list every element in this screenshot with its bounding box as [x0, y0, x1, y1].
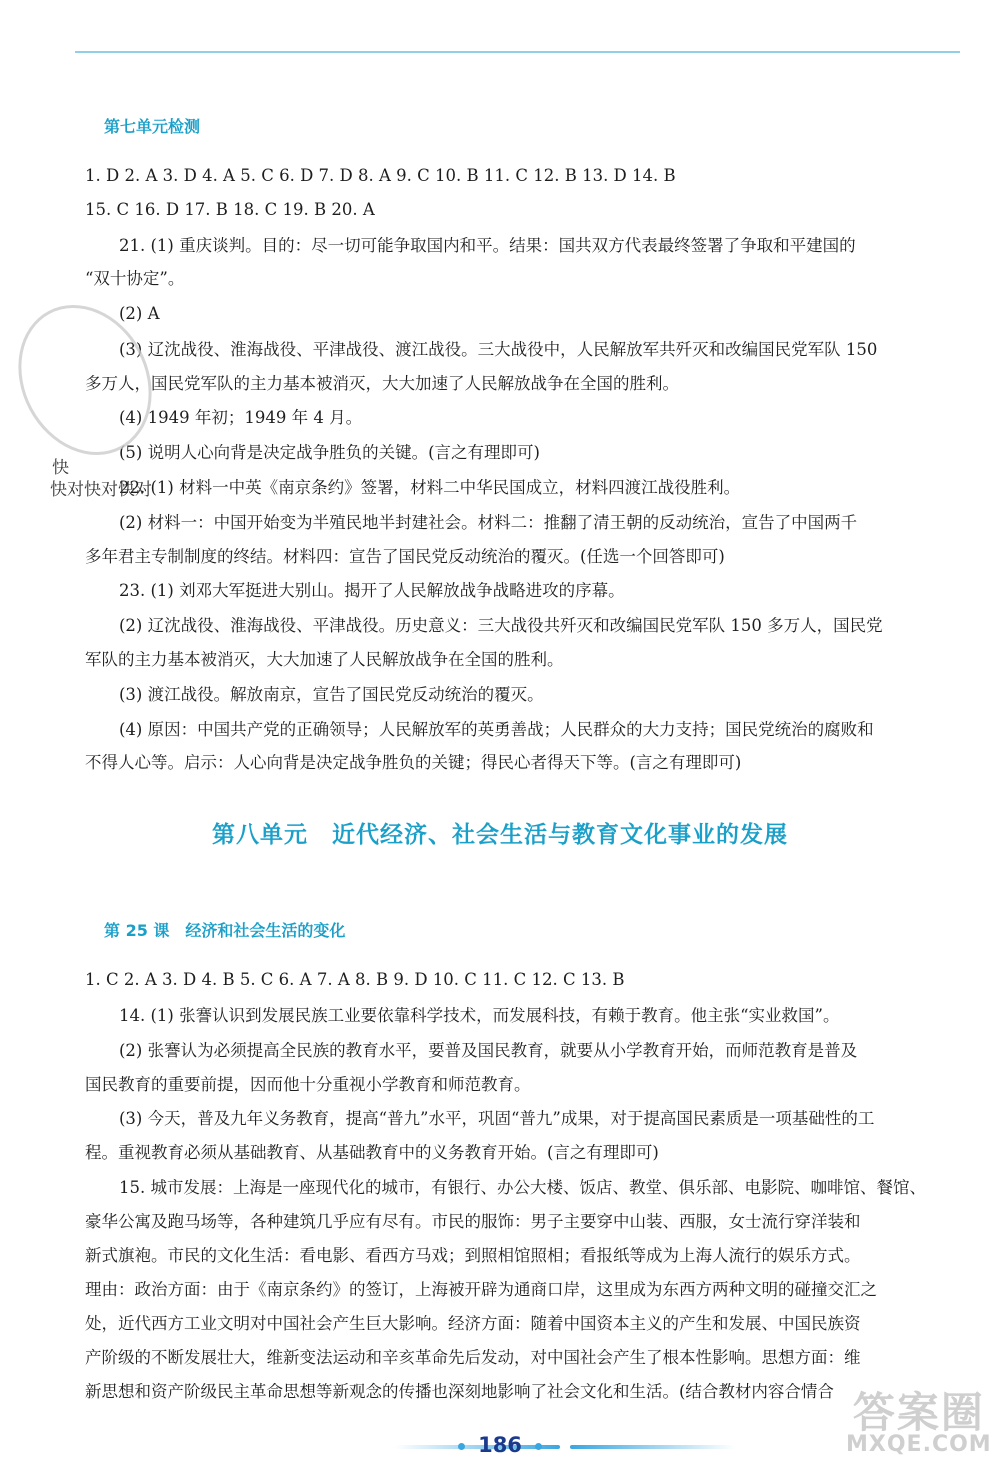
answer-line: (5) 说明人心向背是决定战争胜负的关键。(言之有理即可) — [119, 443, 540, 462]
answer-line: 21. (1) 重庆谈判。目的：尽一切可能争取国内和平。结果：国共双方代表最终签署了争取和平建国的 — [119, 236, 856, 255]
answer-line: 新式旗袍。市民的文化生活：看电影、看西方马戏；到照相馆照相；看报纸等成为上海人流行的娱乐方式。 — [85, 1246, 861, 1265]
watermark-logo — [846, 1388, 992, 1457]
answer-line: “双十协定”。 — [85, 269, 185, 288]
answer-line: 不得人心等。启示：人心向背是决定战争胜负的关键；得民心者得天下等。(言之有理即可) — [85, 753, 742, 772]
top-rule — [75, 51, 960, 53]
answer-line: (2) 材料一：中国开始变为半殖民地半封建社会。材料二：推翻了清王朝的反动统治，宣告了中国两千 — [119, 513, 858, 532]
answer-line: (2) 张謇认为必须提高全民族的教育水平，要普及国民教育，就要从小学教育开始，而师范教育是普及 — [119, 1041, 858, 1060]
answer-line: 23. (1) 刘邓大军挺进大别山。揭开了人民解放战争战略进攻的序幕。 — [119, 581, 625, 600]
watermark-sub: MXQE.COM — [846, 1432, 992, 1457]
lesson-heading: 第 25 课 经济和社会生活的变化 — [104, 921, 346, 940]
answer-line: 22. (1) 材料一中英《南京条约》签署，材料二中华民国成立，材料四渡江战役胜利。 — [119, 478, 741, 497]
watermark-main: 答案圈 — [852, 1388, 985, 1437]
stamp-text: 快 — [52, 458, 69, 478]
answer-line: 新思想和资产阶级民主革命思想等新观念的传播也深刻地影响了社会文化和生活。(结合教材内容合情合 — [85, 1382, 834, 1401]
answer-line: (4) 1949 年初；1949 年 4 月。 — [119, 408, 363, 427]
answer-line: 产阶级的不断发展壮大，维新变法运动和辛亥革命先后发动，对中国社会产生了根本性影响。思想方面：维 — [85, 1348, 861, 1367]
answer-line: 15. C 16. D 17. B 18. C 19. B 20. A — [85, 200, 375, 219]
answer-line: 理由：政治方面：由于《南京条约》的签订，上海被开辟为通商口岸，这里成为东西方两种文明的碰撞交汇之 — [85, 1280, 877, 1299]
footer-dot — [535, 1443, 542, 1450]
answer-line: (2) 辽沈战役、淮海战役、平津战役。历史意义：三大战役共歼灭和改编国民党军队 150 多万人，国民党 — [119, 616, 883, 635]
answer-line: 处，近代西方工业文明对中国社会产生巨大影响。经济方面：随着中国资本主义的产生和发展、中国民族资 — [85, 1314, 861, 1333]
answer-line: (3) 渡江战役。解放南京，宣告了国民党反动统治的覆灭。 — [119, 685, 544, 704]
answer-line: 14. (1) 张謇认识到发展民族工业要依靠科学技术，而发展科技，有赖于教育。他主张“实业救国”。 — [119, 1006, 840, 1025]
answer-line: 1. D 2. A 3. D 4. A 5. C 6. D 7. D 8. A 9. C 10. B 11. C 12. B 13. D 14. B — [85, 166, 676, 185]
answer-line: (4) 原因：中国共产党的正确领导；人民解放军的英勇善战；人民群众的大力支持；国民党统治的腐败和 — [119, 720, 874, 739]
unit7-heading: 第七单元检测 — [104, 117, 201, 136]
answer-line: 15. 城市发展：上海是一座现代化的城市，有银行、办公大楼、饭店、教堂、俱乐部、电影院、咖啡馆、餐馆、 — [119, 1178, 926, 1197]
stamp-text: 快对快对快对 — [50, 480, 152, 500]
answer-line: (2) A — [119, 304, 160, 323]
answer-line: 军队的主力基本被消灭，大大加速了人民解放战争在全国的胜利。 — [85, 650, 564, 669]
answer-line: (3) 辽沈战役、淮海战役、平津战役、渡江战役。三大战役中，人民解放军共歼灭和改编国民党军队 150 — [119, 340, 878, 359]
page-number: 186 — [478, 1433, 522, 1457]
answer-line: 多万人，国民党军队的主力基本被消灭，大大加速了人民解放战争在全国的胜利。 — [85, 374, 679, 393]
answer-line: 豪华公寓及跑马场等，各种建筑几乎应有尽有。市民的服饰：男子主要穿中山装、西服，女士流行穿洋装和 — [85, 1212, 861, 1231]
footer-dot — [458, 1443, 465, 1450]
unit8-title: 第八单元 近代经济、社会生活与教育文化事业的发展 — [212, 822, 788, 848]
answer-line: 程。重视教育必须从基础教育、从基础教育中的义务教育开始。(言之有理即可) — [85, 1143, 659, 1162]
answer-line: 多年君主专制制度的终结。材料四：宣告了国民党反动统治的覆灭。(任选一个回答即可) — [85, 547, 725, 566]
answer-line: (3) 今天，普及九年义务教育，提高“普九”水平，巩固“普九”成果，对于提高国民素质是一项基础性的工 — [119, 1109, 875, 1128]
answer-line: 国民教育的重要前提，因而他十分重视小学教育和师范教育。 — [85, 1075, 531, 1094]
footer-bar-right — [570, 1445, 735, 1449]
answer-line: 1. C 2. A 3. D 4. B 5. C 6. A 7. A 8. B 9. D 10. C 11. C 12. C 13. B — [85, 970, 625, 989]
